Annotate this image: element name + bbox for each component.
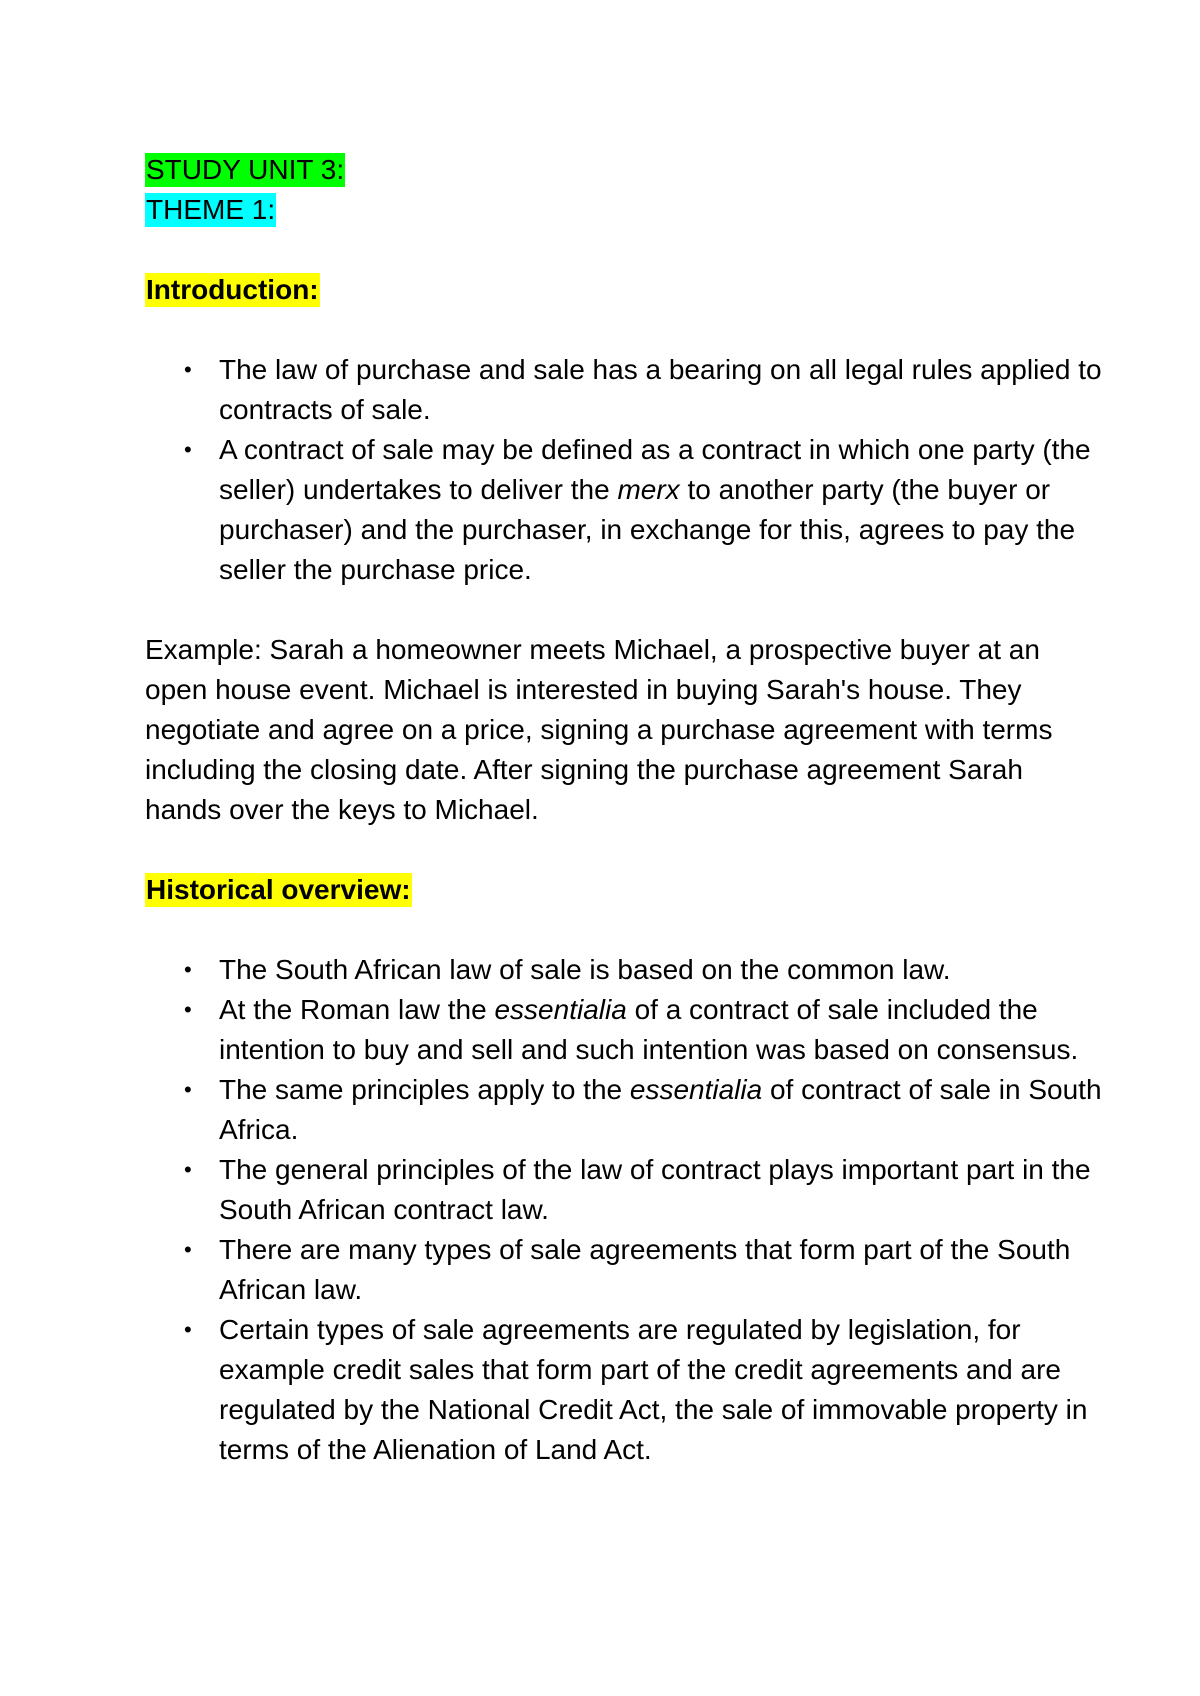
bullet-text: The same principles apply to the — [219, 1074, 630, 1105]
study-unit-line — [145, 150, 1105, 190]
bullet-icon: • — [184, 1317, 192, 1342]
spacer — [145, 230, 1105, 270]
bullet-text: of contract of sale in South Africa. — [219, 1074, 1102, 1145]
bullet-text: There are many types of sale agreements that form part of the South African law. — [219, 1234, 1071, 1305]
bullet-text: Certain types of sale agreements are regulated by legislation, for example credit sales that form part of the credit agreements and are regulated by the National Credit Act, the sale of immovable property in terms of the Alienation of Land Act. — [219, 1314, 1088, 1465]
theme-label: THEME 1: — [146, 194, 276, 225]
document-body — [145, 150, 1105, 1470]
list-item — [145, 990, 1105, 1070]
bullet-text: The South African law of sale is based on the common law. — [219, 954, 951, 985]
bullet-text: to another party (the buyer or purchaser) and the purchaser, in exchange for this, agrees to pay the seller the purchase price. — [219, 474, 1076, 585]
list-item — [145, 1150, 1105, 1230]
bullet-text: The general principles of the law of contract plays important part in the South African contract law. — [219, 1154, 1091, 1225]
spacer — [145, 590, 1105, 630]
list-item — [145, 1310, 1105, 1470]
list-item — [145, 1230, 1105, 1310]
bullet-icon: • — [184, 437, 192, 462]
historical-bullet-list — [145, 950, 1105, 1470]
historical-heading: Historical overview: — [146, 874, 411, 905]
example-paragraph: Example: Sarah a homeowner meets Michael, a prospective buyer at an open house event. Michael is interested in buying Sarah's house. They negotiate and agree on a price, signing a purchase agreement with terms including the closing date. After signing the purchase agreement Sarah hands over the keys to Michael. — [145, 634, 1053, 825]
spacer — [145, 830, 1105, 870]
list-item — [145, 1070, 1105, 1150]
introduction-heading: Introduction: — [146, 274, 319, 305]
introduction-bullet-list — [145, 350, 1105, 590]
theme-line — [145, 190, 1105, 230]
list-item — [145, 430, 1105, 590]
bullet-text-italic: merx — [617, 474, 680, 505]
bullet-icon: • — [184, 997, 192, 1022]
bullet-text: The law of purchase and sale has a bearing on all legal rules applied to contracts of sale. — [219, 354, 1102, 425]
study-unit-label: STUDY UNIT 3: — [146, 154, 345, 185]
bullet-text-italic: essentialia — [629, 1074, 763, 1105]
bullet-icon: • — [184, 1077, 192, 1102]
bullet-icon: • — [184, 957, 192, 982]
introduction-heading-line — [145, 270, 1105, 310]
spacer — [145, 910, 1105, 950]
list-item — [145, 950, 1105, 990]
bullet-icon: • — [184, 1157, 192, 1182]
bullet-text: At the Roman law the — [219, 994, 495, 1025]
spacer — [145, 310, 1105, 350]
bullet-text: of a contract of sale included the intention to buy and sell and such intention was based on consensus. — [219, 994, 1079, 1065]
bullet-icon: • — [184, 1237, 192, 1262]
bullet-text-italic: essentialia — [494, 994, 627, 1025]
list-item — [145, 350, 1105, 430]
bullet-icon: • — [184, 357, 192, 382]
bullet-text: A contract of sale may be defined as a contract in which one party (the seller) undertakes to deliver the — [219, 434, 1091, 505]
historical-heading-line — [145, 870, 1105, 910]
